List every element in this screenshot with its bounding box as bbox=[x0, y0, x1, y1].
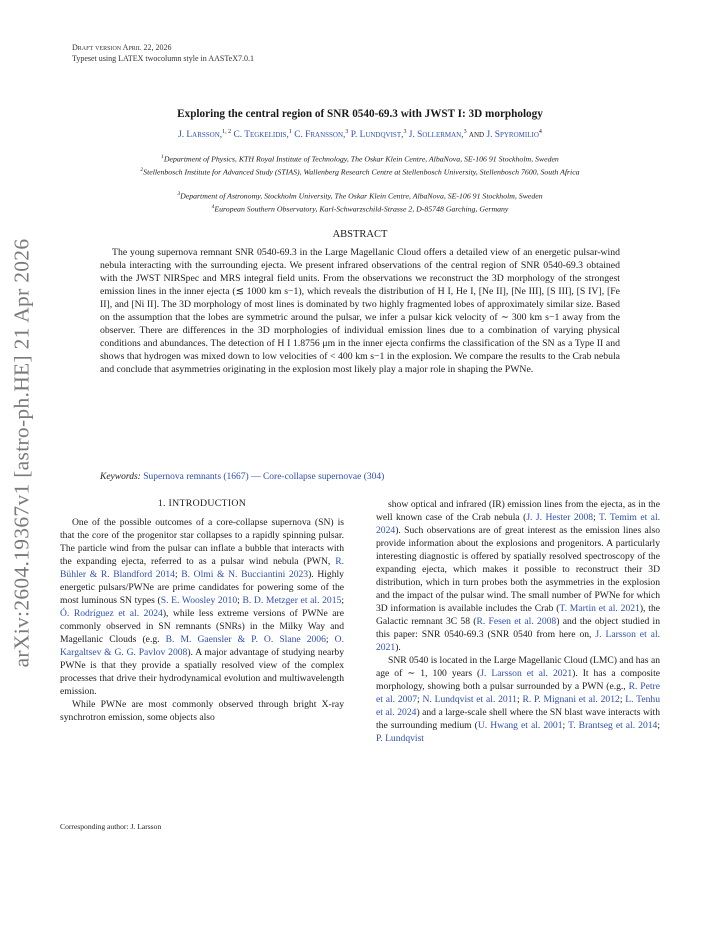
paper-title: Exploring the central region of SNR 0540-69.3 with JWST I: 3D morphology bbox=[177, 108, 543, 120]
body-text: ; bbox=[619, 694, 626, 705]
affiliation-2: $^2$Stellenbosch Institute for Advanced Study (STIAS), Wallenberg Research Centre at Stellenbosch University, Stellenbosch 7600, South Africa bbox=[140, 167, 580, 177]
body-text: ). It has a composite morphology, showing both a pulsar surrounded by a PWN (e.g., bbox=[376, 668, 660, 692]
left-column-text bbox=[60, 516, 344, 724]
author-affiliation-mark: 1, 2 bbox=[222, 129, 232, 135]
body-text: ), the Galactic remnant 3C 58 ( bbox=[376, 603, 661, 627]
author-affiliation-mark: 3 bbox=[345, 129, 349, 135]
author-affiliation-mark: 1 bbox=[288, 129, 292, 135]
author-list bbox=[0, 129, 720, 140]
body-text: ; bbox=[417, 694, 423, 705]
author-affiliation-mark: 4 bbox=[538, 129, 542, 135]
citation-link[interactable]: J. J. Hester 2008 bbox=[526, 512, 594, 523]
citation-link[interactable]: T. Brantseg et al. 2014 bbox=[568, 720, 658, 731]
typeset-line: Typeset using LATEX twocolumn style in AASTeX7.0.1 bbox=[72, 54, 254, 63]
author-conjunction: and bbox=[468, 130, 485, 141]
author-name[interactable]: J. Larsson, bbox=[178, 130, 223, 141]
citation-link[interactable]: P. Lundqvist bbox=[376, 733, 424, 744]
corresponding-author-footnote: Corresponding author: J. Larsson bbox=[60, 822, 162, 831]
citation-link[interactable]: T. Temim et al. 2024 bbox=[376, 512, 661, 536]
body-text: ). bbox=[395, 642, 401, 653]
body-text: ; bbox=[237, 595, 243, 606]
body-text: ). A major advantage of studying nearby PWNe is that they provide a spatially resolved view of the complex processes that drive their hydrodynamical evolution and multiwavelength emission. bbox=[60, 647, 345, 697]
body-text: ; bbox=[174, 569, 182, 580]
author-name[interactable]: J. Sollerman, bbox=[408, 130, 464, 141]
body-text: ; bbox=[657, 720, 661, 731]
body-text: One of the possible outcomes of a core-collapse supernova (SN) is that the core of the progenitor star collapses to a rapidly spinning pulsar. The particle wind from the pulsar can inflate a bubble that interacts with the expanding ejecta, referred to as a pulsar wind nebula (PWN, bbox=[60, 517, 344, 567]
keywords-label: Keywords: bbox=[100, 472, 141, 482]
body-text: show optical and infrared (IR) emission lines from the ejecta, as in the well known case of the Crab nebula ( bbox=[376, 499, 660, 523]
author-name[interactable]: C. Tegkelidis, bbox=[233, 130, 289, 141]
author-name[interactable]: C. Fransson, bbox=[294, 130, 346, 141]
body-text: ), while less extreme versions of PWNe are commonly observed in SN remnants (SNRs) in the Milky Way and Magellanic Clouds (e.g. bbox=[60, 608, 344, 645]
affiliation-1: $^1$Department of Physics, KTH Royal Institute of Technology, The Oskar Klein Centre, AlbaNova, SE-106 91 Stockholm, Sweden bbox=[161, 154, 559, 164]
citation-link[interactable]: U. Hwang et al. 2001 bbox=[477, 720, 563, 731]
body-text: ). Highly energetic pulsars/PWNe are prime candidates for powering some of the most luminous SN types ( bbox=[60, 569, 344, 606]
affiliation-4: $^4$European Southern Observatory, Karl-Schwarzschild-Strasse 2, D-85748 Garching, Germany bbox=[211, 204, 509, 214]
citation-link[interactable]: T. Martin et al. 2021 bbox=[559, 603, 640, 614]
citation-link[interactable]: B. D. Metzger et al. 2015 bbox=[242, 595, 342, 606]
body-text: ). Such observations are of great interest as the emission lines also provide information about the explosions and progenitors. A particularly interesting diagnostic is offered by spatially resolved spectroscopy of the expanding ejecta, which makes it possible to reconstruct their 3D distribution, which in turn probes both the asymmetries in the explosion and the impact of the pulsar wind. The small number of PWNe for which 3D information is available includes the Crab ( bbox=[376, 525, 660, 614]
body-text: ) and the object studied in this paper: SNR 0540-69.3 (SNR 0540 from here on, bbox=[376, 616, 660, 640]
citation-link[interactable]: R. Petre et al. 2007 bbox=[376, 681, 660, 705]
citation-link[interactable]: N. Lundqvist et al. 2011 bbox=[422, 694, 517, 705]
keywords-line bbox=[100, 472, 384, 482]
body-text: While PWNe are most commonly observed through bright X-ray synchrotron emission, some objects also bbox=[60, 699, 344, 723]
author-name[interactable]: P. Lundqvist, bbox=[350, 130, 404, 141]
citation-link[interactable]: Ó. Rodríguez et al. 2024 bbox=[60, 608, 163, 619]
body-text: ; bbox=[341, 595, 344, 606]
body-text: ; bbox=[325, 634, 335, 645]
citation-link[interactable]: O. Kargaltsev & G. G. Pavlov 2008 bbox=[60, 634, 344, 658]
arxiv-identifier-stamp bbox=[0, 235, 44, 671]
arxiv-stamp-text: arXiv:2604.19367v1 [astro-ph.HE] 21 Apr 2026 bbox=[9, 238, 34, 668]
citation-link[interactable]: R. Fesen et al. 2008 bbox=[476, 616, 557, 627]
body-text: ; bbox=[516, 694, 523, 705]
body-text: ; bbox=[562, 720, 569, 731]
abstract-text: The young supernova remnant SNR 0540-69.3 in the Large Magellanic Cloud offers a detailed view of an energetic pulsar-wind nebula interacting with the surrounding ejecta. We present infrared observations of the central region of SNR 0540-69.3 obtained with the JWST NIRSpec and MRS integral field units. From the observations we reconstruct the 3D morphology of the strongest emission lines in the inner ejecta (≲ 1000 km s−1), which reveals the distribution of H I, He I, [Ne II], [Ne III], [S III], [S IV], [Fe II], and [Ni II]. The 3D morphology of most lines is dominated by two highly fragmented lobes of approximately similar size. Based on the assumption that the lobes are symmetric around the pulsar, we infer a pulsar kick velocity of ∼ 300 km s−1 away from the observer. There are differences in the 3D morphologies of individual emission lines due to a combination of varying physical conditions and abundances. The detection of H I 1.8756 μm in the inner ejecta confirms the classification of the SN as a Type II and shows that hydrogen was mixed down to low velocities of < 400 km s−1 in the explosion. We compare the results to the Crab nebula and conclude that asymmetries originating in the explosion most likely play a major role in shaping the PWNe. bbox=[100, 247, 620, 375]
body-text: ; bbox=[593, 512, 600, 523]
section-heading-introduction: 1. INTRODUCTION bbox=[157, 498, 247, 509]
citation-link[interactable]: L. Tenhu et al. 2024 bbox=[376, 694, 660, 718]
citation-link[interactable]: J. Larsson et al. 2021 bbox=[376, 629, 661, 653]
body-text: ) and a large-scale shell where the SN blast wave interacts with the surrounding medium ( bbox=[376, 707, 661, 731]
citation-link[interactable]: J. Larsson et al. 2021 bbox=[480, 668, 573, 679]
citation-link[interactable]: R. Bühler & R. Blandford 2014 bbox=[60, 556, 344, 580]
citation-link[interactable]: B. Olmi & N. Bucciantini 2023 bbox=[181, 569, 309, 580]
draft-version-line: Draft version April 22, 2026 bbox=[72, 43, 172, 52]
author-affiliation-mark: 3 bbox=[403, 129, 407, 135]
body-text: SNR 0540 is located in the Large Magellanic Cloud (LMC) and has an age of ∼ 1, 100 years ( bbox=[376, 655, 660, 679]
affiliation-3: $^3$Department of Astronomy, Stockholm University, The Oskar Klein Centre, AlbaNova, SE-106 91 Stockholm, Sweden bbox=[177, 191, 543, 201]
citation-link[interactable]: S. E. Woosley 2010 bbox=[160, 595, 238, 606]
citation-link[interactable]: R. P. Mignani et al. 2012 bbox=[522, 694, 620, 705]
right-column-text bbox=[376, 498, 660, 745]
author-name[interactable]: J. Spyromilio bbox=[486, 130, 539, 141]
abstract-heading: ABSTRACT bbox=[332, 229, 388, 240]
keywords-links[interactable]: Supernova remnants (1667) — Core-collapse supernovae (304) bbox=[143, 472, 385, 482]
author-affiliation-mark: 3 bbox=[463, 129, 467, 135]
citation-link[interactable]: B. M. Gaensler & P. O. Slane 2006 bbox=[165, 634, 326, 645]
